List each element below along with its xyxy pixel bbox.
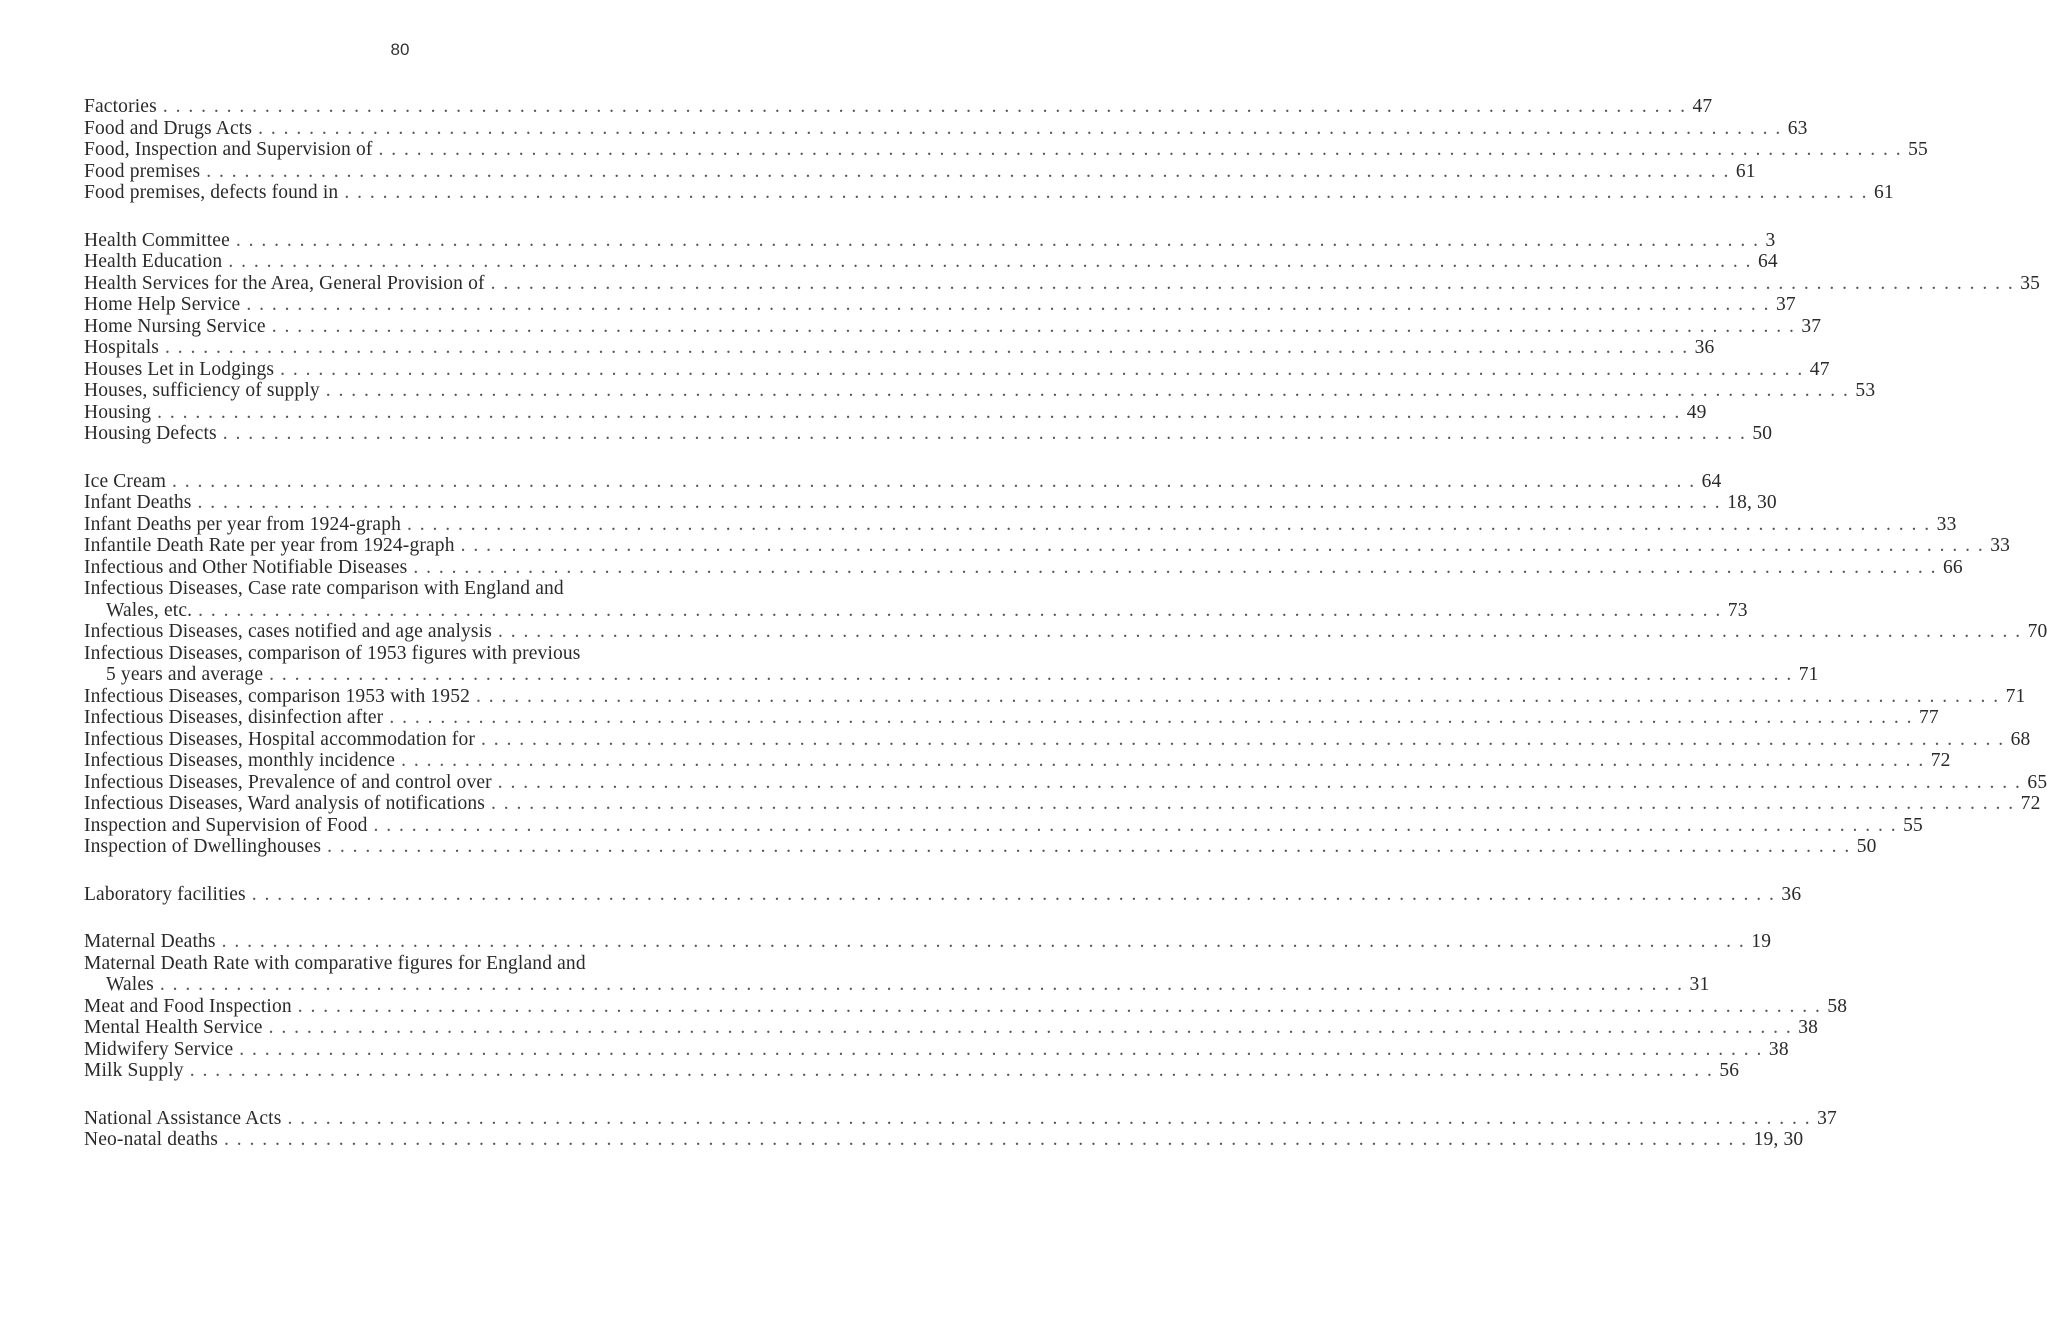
index-entry-label: Houses Let in Lodgings (84, 358, 275, 380)
index-entry-label: Inspection and Supervision of Food (84, 814, 368, 836)
dot-leader: . . . . . . . . . . . . . . . . . . . . . . . . . . . . . . . . . . . . . . . . . . . . . . . . . . . . . . . . . . . . . . . . . . . . . . . . . . . . . . . . . . . . . . . . . . . . . . . . . . . . . . . . . . . . . . . . . . . . . . . . (268, 1017, 1793, 1038)
index-entry-page: 77 (1918, 707, 1939, 728)
index-entry-label: Ice Cream (84, 470, 167, 492)
index-entry-page: 72 (2020, 793, 2041, 814)
dot-leader: . . . . . . . . . . . . . . . . . . . . . . . . . . . . . . . . . . . . . . . . . . . . . . . . . . . . . . . . . . . . . . . . . . . . . . . . . . . . . . . . . . . . . . . . . . . . . . . . . . . . . . . . . . . . . . . . . . . . . . . . (228, 251, 1752, 272)
index-entry (84, 272, 2041, 295)
index-entry-label: Midwifery Service (84, 1038, 234, 1060)
index-entry (84, 470, 1722, 493)
index-entry-label: Home Help Service (84, 294, 241, 315)
index-entry-label: Inspection of Dwellinghouses (84, 836, 322, 857)
index-section (84, 229, 2041, 445)
index-entry-label: Infectious Diseases, monthly incidence (84, 750, 396, 771)
page-number: 80 (390, 40, 410, 59)
dot-leader: . . . . . . . . . . . . . . . . . . . . . . . . . . . . . . . . . . . . . . . . . . . . . . . . . . . . . . . . . . . . . . . . . . . . . . . . . . . . . . . . . . . . . . . . . . . . . . . . . . . . . . . . . . . . . . . . . . . . . . . . (197, 492, 1722, 513)
index-entry-label: Health Committee (84, 229, 230, 251)
index-entry-label: Infectious Diseases, Ward analysis of notifications (84, 793, 486, 814)
dot-leader: . . . . . . . . . . . . . . . . . . . . . . . . . . . . . . . . . . . . . . . . . . . . . . . . . . . . . . . . . . . . . . . . . . . . . . . . . . . . . . . . . . . . . . . . . . . . . . . . . . . . . . . . . . . . . . . . . . . . . . . . (258, 117, 1782, 139)
index-entry-label: Food premises (84, 160, 201, 182)
index-entry (84, 251, 1778, 273)
dot-leader: . . . . . . . . . . . . . . . . . . . . . . . . . . . . . . . . . . . . . . . . . . . . . . . . . . . . . . . . . . . . . . . . . . . . . . . . . . . . . . . . . . . . . . . . . . . . . . . . . . . . . . . . . . . . . . . . . . . . . . . . (157, 401, 1681, 423)
index-entry-page: 50 (1856, 836, 1877, 857)
index-entry-page: 38 (1768, 1038, 1789, 1060)
index-entry (84, 1060, 1740, 1082)
index-entry-label: Houses, sufficiency of supply (84, 380, 320, 401)
dot-leader: . . . . . . . . . . . . . . . . . . . . . . . . . . . . . . . . . . . . . . . . . . . . . . . . . . . . . . . . . . . . . . . . . . . . . . . . . . . . . . . . . . . . . . . . . . . . . . . . . . . . . . . . . . . . . . . . . . . . . . . . (389, 707, 1913, 728)
index-entry-page: 37 (1817, 1107, 1837, 1129)
index-entry-page: 66 (1942, 556, 1963, 578)
index-entry-page: 36 (1694, 337, 1715, 358)
index-entry-label: 5 years and average (106, 664, 264, 685)
index-entry (84, 513, 1957, 536)
dot-leader: . . . . . . . . . . . . . . . . . . . . . . . . . . . . . . . . . . . . . . . . . . . . . . . . . . . . . . . . . . . . . . . . . . . . . . . . . . . . . . . . . . . . . . . . . . . . . . . . . . . . . . . . . . . . . . . . . . . . . . . . (490, 272, 2015, 294)
index-entry (84, 621, 2047, 643)
dot-leader: . . . . . . . . . . . . . . . . . . . . . . . . . . . . . . . . . . . . . . . . . . . . . . . . . . . . . . . . . . . . . . . . . . . . . . . . . . . . . . . . . . . . . . . . . . . . . . . . . . . . . . . . . . . . . . . . . . . . . . . . (269, 664, 1793, 685)
index-entry (84, 599, 1748, 622)
index-entry (84, 294, 1796, 316)
index-entry (84, 380, 1876, 402)
index-entry-page: 55 (1903, 814, 1923, 836)
index-entry (84, 423, 1773, 445)
index-entry-first-line: Maternal Death Rate with comparative figures for England and (84, 952, 586, 974)
index-entry (84, 401, 1707, 424)
dot-leader: . . . . . . . . . . . . . . . . . . . . . . . . . . . . . . . . . . . . . . . . . . . . . . . . . . . . . . . . . . . . . . . . . . . . . . . . . . . . . . . . . . . . . . . . . . . . . . . . . . . . . . . . . . . . . . . . . . . . . . . . (235, 229, 1760, 251)
dot-leader: . . . . . . . . . . . . . . . . . . . . . . . . . . . . . . . . . . . . . . . . . . . . . . . . . . . . . . . . . . . . . . . . . . . . . . . . . . . . . . . . . . . . . . . . . . . . . . . . . . . . . . . . . . . . . . . . . . . . . . . . (287, 1107, 1812, 1129)
index-entry-label: Infant Deaths per year from 1924-graph (84, 513, 402, 535)
index-entry (84, 1038, 1789, 1061)
index-entry-label: Home Nursing Service (84, 315, 266, 337)
index-entry (84, 814, 1923, 837)
index-section (84, 1107, 1837, 1151)
index-entry-page: 61 (1735, 160, 1756, 182)
dot-leader: . . . . . . . . . . . . . . . . . . . . . . . . . . . . . . . . . . . . . . . . . . . . . . . . . . . . . . . . . . . . . . . . . . . . . . . . . . . . . . . . . . . . . . . . . . . . . . . . . . . . . . . . . . . . . . . . . . . . . . . . (198, 599, 1722, 621)
index-entry (84, 182, 1894, 204)
index-entry-label: Wales (106, 974, 154, 995)
index-entry-page: 3 (1765, 229, 1776, 251)
index-entry (84, 337, 1715, 359)
index-entry-label: Housing (84, 401, 152, 423)
index-entry (84, 96, 1713, 118)
index-entry (84, 229, 1776, 252)
index-entry-label: Health Services for the Area, General Provision of (84, 272, 485, 294)
dot-leader: . . . . . . . . . . . . . . . . . . . . . . . . . . . . . . . . . . . . . . . . . . . . . . . . . . . . . . . . . . . . . . . . . . . . . . . . . . . . . . . . . . . . . . . . . . . . . . . . . . . . . . . . . . . . . . . . . . . . . . . . (460, 535, 1985, 556)
index-entry-page: 35 (2020, 272, 2041, 294)
index-section (84, 470, 2047, 858)
index-entry-label: Food premises, defects found in (84, 182, 339, 203)
index-entry-page: 55 (1908, 139, 1928, 160)
index-entry-page: 33 (1936, 513, 1957, 535)
index-entry-label: Milk Supply (84, 1060, 184, 1081)
dot-leader: . . . . . . . . . . . . . . . . . . . . . . . . . . . . . . . . . . . . . . . . . . . . . . . . . . . . . . . . . . . . . . . . . . . . . . . . . . . . . . . . . . . . . . . . . . . . . . . . . . . . . . . . . . . . . . . . . . . . . . . . (162, 96, 1687, 117)
index-entry-page: 68 (2010, 728, 2031, 750)
index-entry (84, 707, 1939, 729)
dot-leader: . . . . . . . . . . . . . . . . . . . . . . . . . . . . . . . . . . . . . . . . . . . . . . . . . . . . . . . . . . . . . . . . . . . . . . . . . . . . . . . . . . . . . . . . . . . . . . . . . . . . . . . . . . . . . . . . . . . . . . . . (491, 793, 2015, 814)
dot-leader: . . . . . . . . . . . . . . . . . . . . . . . . . . . . . . . . . . . . . . . . . . . . . . . . . . . . . . . . . . . . . . . . . . . . . . . . . . . . . . . . . . . . . . . . . . . . . . . . . . . . . . . . . . . . . . . . . . . . . . . . (325, 380, 1850, 401)
dot-leader: . . . . . . . . . . . . . . . . . . . . . . . . . . . . . . . . . . . . . . . . . . . . . . . . . . . . . . . . . . . . . . . . . . . . . . . . . . . . . . . . . . . . . . . . . . . . . . . . . . . . . . . . . . . . . . . . . . . . . . . . (251, 883, 1776, 905)
index-entry (84, 1129, 1804, 1151)
index-entry-page: 64 (1701, 470, 1722, 492)
index-entry-page: 19 (1751, 931, 1772, 952)
index-entry-label: Food, Inspection and Supervision of (84, 139, 373, 160)
index-entry-page: 33 (1990, 535, 2011, 556)
dot-leader: . . . . . . . . . . . . . . . . . . . . . . . . . . . . . . . . . . . . . . . . . . . . . . . . . . . . . . . . . . . . . . . . . . . . . . . . . . . . . . . . . . . . . . . . . . . . . . . . . . . . . . . . . . . . . . . . . . . . . . . . (497, 771, 2022, 793)
index-section (84, 931, 1848, 1082)
index-entry (84, 931, 1772, 953)
index-entry (84, 139, 1928, 161)
index-entry-label: National Assistance Acts (84, 1107, 282, 1129)
index-entry-page: 37 (1775, 294, 1796, 315)
index-entry-page: 18, 30 (1727, 492, 1777, 513)
dot-leader: . . . . . . . . . . . . . . . . . . . . . . . . . . . . . . . . . . . . . . . . . . . . . . . . . . . . . . . . . . . . . . . . . . . . . . . . . . . . . . . . . . . . . . . . . . . . . . . . . . . . . . . . . . . . . . . . . . . . . . . . (476, 685, 2000, 707)
dot-leader: . . . . . . . . . . . . . . . . . . . . . . . . . . . . . . . . . . . . . . . . . . . . . . . . . . . . . . . . . . . . . . . . . . . . . . . . . . . . . . . . . . . . . . . . . . . . . . . . . . . . . . . . . . . . . . . . . . . . . . . . (221, 931, 1746, 952)
index-entry-label: Infectious and Other Notifiable Diseases (84, 556, 408, 578)
dot-leader: . . . . . . . . . . . . . . . . . . . . . . . . . . . . . . . . . . . . . . . . . . . . . . . . . . . . . . . . . . . . . . . . . . . . . . . . . . . . . . . . . . . . . . . . . . . . . . . . . . . . . . . . . . . . . . . . . . . . . . . . (172, 470, 1696, 492)
dot-leader: . . . . . . . . . . . . . . . . . . . . . . . . . . . . . . . . . . . . . . . . . . . . . . . . . . . . . . . . . . . . . . . . . . . . . . . . . . . . . . . . . . . . . . . . . . . . . . . . . . . . . . . . . . . . . . . . . . . . . . . . (378, 139, 1903, 160)
index-entry (84, 1017, 1819, 1039)
index-entry (84, 974, 1710, 996)
dot-leader: . . . . . . . . . . . . . . . . . . . . . . . . . . . . . . . . . . . . . . . . . . . . . . . . . . . . . . . . . . . . . . . . . . . . . . . . . . . . . . . . . . . . . . . . . . . . . . . . . . . . . . . . . . . . . . . . . . . . . . . . (327, 836, 1851, 857)
index-entry (84, 995, 1848, 1018)
index-entry-page: 50 (1752, 423, 1773, 444)
index-entry-page: 38 (1798, 1017, 1819, 1038)
dot-leader: . . . . . . . . . . . . . . . . . . . . . . . . . . . . . . . . . . . . . . . . . . . . . . . . . . . . . . . . . . . . . . . . . . . . . . . . . . . . . . . . . . . . . . . . . . . . . . . . . . . . . . . . . . . . . . . . . . . . . . . . (271, 315, 1796, 337)
index-entry-label: Factories (84, 96, 157, 117)
index-entry-label: Infectious Diseases, Hospital accommodation for (84, 728, 475, 750)
dot-leader: . . . . . . . . . . . . . . . . . . . . . . . . . . . . . . . . . . . . . . . . . . . . . . . . . . . . . . . . . . . . . . . . . . . . . . . . . . . . . . . . . . . . . . . . . . . . . . . . . . . . . . . . . . . . . . . . . . . . . . . . (497, 621, 2022, 642)
index-entry (84, 556, 1963, 579)
index-entry-page: 19, 30 (1753, 1129, 1804, 1150)
index-entry (84, 117, 1808, 140)
dot-leader: . . . . . . . . . . . . . . . . . . . . . . . . . . . . . . . . . . . . . . . . . . . . . . . . . . . . . . . . . . . . . . . . . . . . . . . . . . . . . . . . . . . . . . . . . . . . . . . . . . . . . . . . . . . . . . . . . . . . . . . . (413, 556, 1937, 578)
dot-leader: . . . . . . . . . . . . . . . . . . . . . . . . . . . . . . . . . . . . . . . . . . . . . . . . . . . . . . . . . . . . . . . . . . . . . . . . . . . . . . . . . . . . . . . . . . . . . . . . . . . . . . . . . . . . . . . . . . . . . . . . (246, 294, 1770, 315)
index-entry (84, 492, 1777, 514)
index-entry-page: 47 (1692, 96, 1713, 117)
index-entry-label: Neo-natal deaths (84, 1129, 218, 1150)
index-entry (84, 535, 2011, 557)
dot-leader: . . . . . . . . . . . . . . . . . . . . . . . . . . . . . . . . . . . . . . . . . . . . . . . . . . . . . . . . . . . . . . . . . . . . . . . . . . . . . . . . . . . . . . . . . . . . . . . . . . . . . . . . . . . . . . . . . . . . . . . . (239, 1038, 1763, 1060)
dot-leader: . . . . . . . . . . . . . . . . . . . . . . . . . . . . . . . . . . . . . . . . . . . . . . . . . . . . . . . . . . . . . . . . . . . . . . . . . . . . . . . . . . . . . . . . . . . . . . . . . . . . . . . . . . . . . . . . . . . . . . . . (159, 974, 1684, 995)
index-entry-page: 72 (1930, 750, 1951, 771)
index-entry (84, 883, 1802, 906)
index-entry (84, 728, 2031, 751)
index-entry (84, 750, 1951, 772)
index-entry (84, 664, 1819, 686)
index-entry-page: 73 (1727, 599, 1748, 621)
index-entry-label: Housing Defects (84, 423, 217, 444)
dot-leader: . . . . . . . . . . . . . . . . . . . . . . . . . . . . . . . . . . . . . . . . . . . . . . . . . . . . . . . . . . . . . . . . . . . . . . . . . . . . . . . . . . . . . . . . . . . . . . . . . . . . . . . . . . . . . . . . . . . . . . . . (222, 423, 1747, 444)
dot-leader: . . . . . . . . . . . . . . . . . . . . . . . . . . . . . . . . . . . . . . . . . . . . . . . . . . . . . . . . . . . . . . . . . . . . . . . . . . . . . . . . . . . . . . . . . . . . . . . . . . . . . . . . . . . . . . . . . . . . . . . . (223, 1129, 1748, 1150)
index-entry-label: Health Education (84, 251, 223, 272)
dot-leader: . . . . . . . . . . . . . . . . . . . . . . . . . . . . . . . . . . . . . . . . . . . . . . . . . . . . . . . . . . . . . . . . . . . . . . . . . . . . . . . . . . . . . . . . . . . . . . . . . . . . . . . . . . . . . . . . . . . . . . . . (481, 728, 2005, 750)
index-entry-label: Infectious Diseases, comparison 1953 with 1952 (84, 685, 470, 707)
index-entry-label: Infectious Diseases, Prevalence of and control over (84, 771, 492, 793)
index-entry-page: 64 (1757, 251, 1778, 272)
index-entry-label: Infant Deaths (84, 492, 192, 513)
index-entry-label: Laboratory facilities (84, 883, 246, 905)
index-entry-label: Food and Drugs Acts (84, 117, 253, 139)
dot-leader: . . . . . . . . . . . . . . . . . . . . . . . . . . . . . . . . . . . . . . . . . . . . . . . . . . . . . . . . . . . . . . . . . . . . . . . . . . . . . . . . . . . . . . . . . . . . . . . . . . . . . . . . . . . . . . . . . . . . . . . . (189, 1060, 1714, 1081)
dot-leader: . . . . . . . . . . . . . . . . . . . . . . . . . . . . . . . . . . . . . . . . . . . . . . . . . . . . . . . . . . . . . . . . . . . . . . . . . . . . . . . . . . . . . . . . . . . . . . . . . . . . . . . . . . . . . . . . . . . . . . . . (206, 160, 1730, 182)
index-entry-page: 71 (2005, 685, 2026, 707)
index-entry (84, 1107, 1837, 1130)
dot-leader: . . . . . . . . . . . . . . . . . . . . . . . . . . . . . . . . . . . . . . . . . . . . . . . . . . . . . . . . . . . . . . . . . . . . . . . . . . . . . . . . . . . . . . . . . . . . . . . . . . . . . . . . . . . . . . . . . . . . . . . . (297, 995, 1822, 1017)
index-entry (84, 771, 2047, 794)
dot-leader: . . . . . . . . . . . . . . . . . . . . . . . . . . . . . . . . . . . . . . . . . . . . . . . . . . . . . . . . . . . . . . . . . . . . . . . . . . . . . . . . . . . . . . . . . . . . . . . . . . . . . . . . . . . . . . . . . . . . . . . . (165, 337, 1689, 358)
dot-leader: . . . . . . . . . . . . . . . . . . . . . . . . . . . . . . . . . . . . . . . . . . . . . . . . . . . . . . . . . . . . . . . . . . . . . . . . . . . . . . . . . . . . . . . . . . . . . . . . . . . . . . . . . . . . . . . . . . . . . . . . (344, 182, 1868, 203)
index-entry-label: Infectious Diseases, cases notified and age analysis (84, 621, 492, 642)
index-entry-page: 53 (1855, 380, 1876, 401)
index-entry-page: 58 (1827, 995, 1848, 1017)
dot-leader: . . . . . . . . . . . . . . . . . . . . . . . . . . . . . . . . . . . . . . . . . . . . . . . . . . . . . . . . . . . . . . . . . . . . . . . . . . . . . . . . . . . . . . . . . . . . . . . . . . . . . . . . . . . . . . . . . . . . . . . . (373, 814, 1898, 836)
index-entry (84, 358, 1830, 381)
index-entry-label: Wales, etc. (106, 599, 193, 621)
index-entry (84, 793, 2041, 815)
index-entry-page: 61 (1873, 182, 1894, 203)
index-entry-label: Infantile Death Rate per year from 1924-graph (84, 535, 455, 556)
index-entry-page: 63 (1787, 117, 1808, 139)
index-entry-first-line: Infectious Diseases, Case rate comparison with England and (84, 578, 564, 599)
index-entry-label: Hospitals (84, 337, 160, 358)
index-entry-page: 37 (1801, 315, 1822, 337)
index-entry (84, 836, 1877, 858)
dot-leader: . . . . . . . . . . . . . . . . . . . . . . . . . . . . . . . . . . . . . . . . . . . . . . . . . . . . . . . . . . . . . . . . . . . . . . . . . . . . . . . . . . . . . . . . . . . . . . . . . . . . . . . . . . . . . . . . . . . . . . . . (407, 513, 1931, 535)
index-entry-label: Mental Health Service (84, 1017, 263, 1038)
index-section (84, 883, 1802, 906)
dot-leader: . . . . . . . . . . . . . . . . . . . . . . . . . . . . . . . . . . . . . . . . . . . . . . . . . . . . . . . . . . . . . . . . . . . . . . . . . . . . . . . . . . . . . . . . . . . . . . . . . . . . . . . . . . . . . . . . . . . . . . . . (401, 750, 1925, 771)
index-entry-page: 71 (1798, 664, 1819, 685)
index-entry (84, 315, 1822, 338)
index-entry-page: 65 (2027, 771, 2047, 793)
index-section (84, 96, 1928, 204)
index-entry-label: Maternal Deaths (84, 931, 216, 952)
index-list (84, 96, 2047, 1177)
index-entry-label: Meat and Food Inspection (84, 995, 292, 1017)
index-entry-first-line: Infectious Diseases, comparison of 1953 figures with previous (84, 642, 581, 664)
index-entry (84, 685, 2026, 708)
index-entry-page: 47 (1809, 358, 1830, 380)
dot-leader: . . . . . . . . . . . . . . . . . . . . . . . . . . . . . . . . . . . . . . . . . . . . . . . . . . . . . . . . . . . . . . . . . . . . . . . . . . . . . . . . . . . . . . . . . . . . . . . . . . . . . . . . . . . . . . . . . . . . . . . . (280, 358, 1804, 380)
index-entry (84, 160, 1756, 183)
index-entry-page: 36 (1781, 883, 1802, 905)
index-entry-page: 56 (1719, 1060, 1740, 1081)
index-entry-label: Infectious Diseases, disinfection after (84, 707, 384, 728)
index-entry-page: 70 (2027, 621, 2047, 642)
index-entry-page: 31 (1689, 974, 1710, 995)
index-entry-page: 49 (1686, 401, 1707, 423)
